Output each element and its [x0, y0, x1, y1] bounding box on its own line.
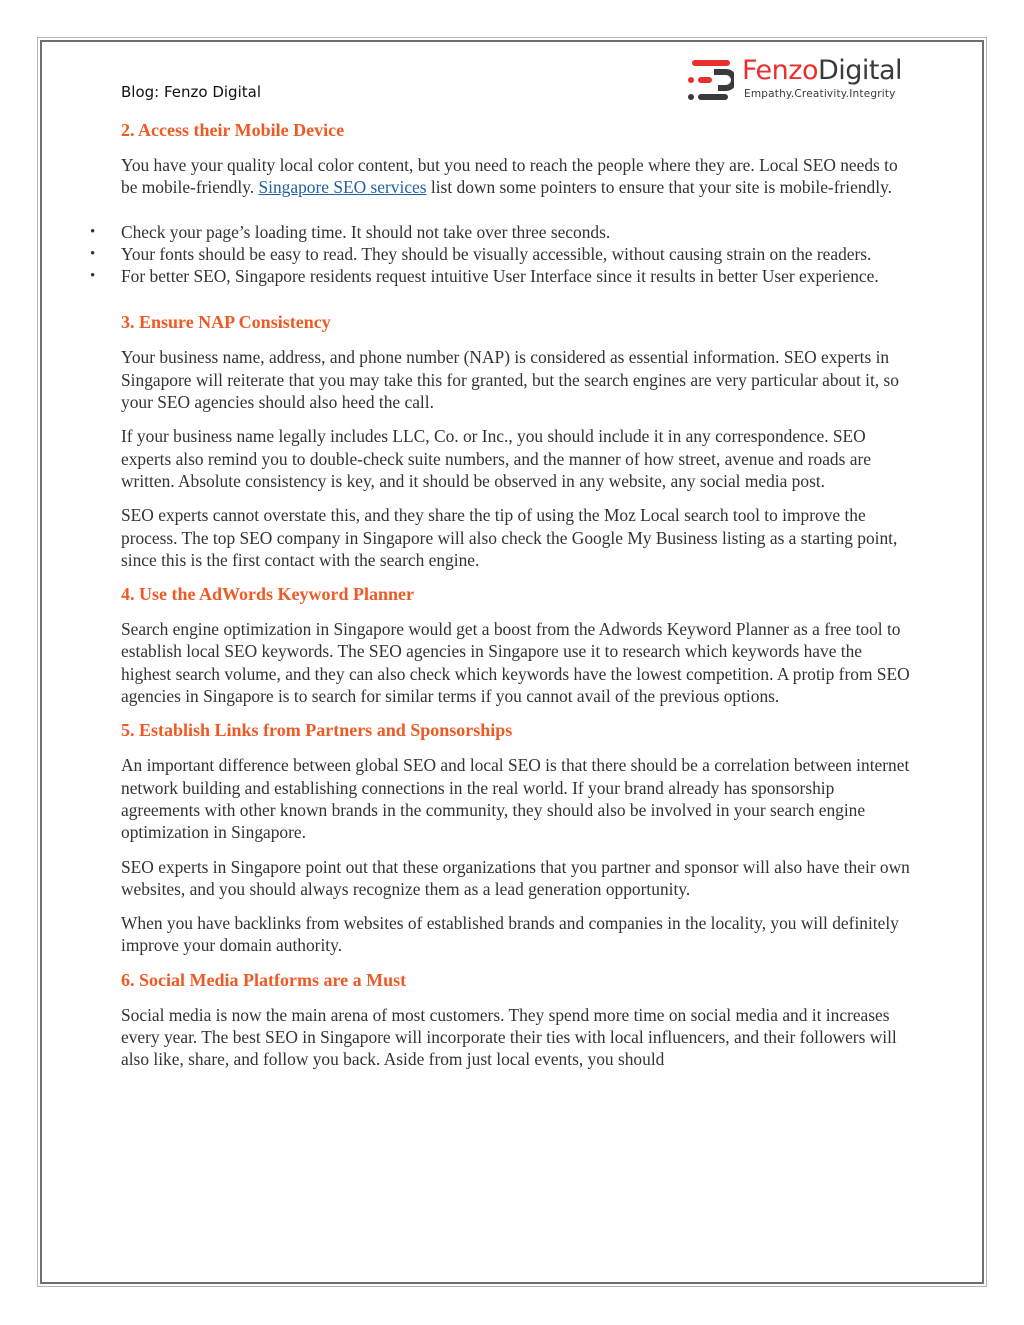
- article-content: [121, 119, 911, 1083]
- section-heading-social: 6. Social Media Platforms are a Must: [121, 969, 407, 990]
- section-heading-nap: 3. Ensure NAP Consistency: [121, 312, 331, 333]
- logo-name-part2: Digital: [817, 55, 903, 86]
- list-item: • Check your page’s loading time. It should not take over three seconds.: [90, 221, 911, 243]
- fenzo-digital-logo: [688, 55, 903, 102]
- logo-tagline: Empathy.Creativity.Integrity: [744, 88, 896, 100]
- paragraph-text: You have your quality local color content, but you need to reach the people where they are. Local SEO needs to be mobile-friendly.: [121, 155, 898, 198]
- paragraph: Search engine optimization in Singapore would get a boost from the Adwords Keyword Planner as a free tool to establish local SEO keywords. The SEO agencies in Singapore use it to research which keywords have the highest search volume, and they can also check which keywords have the lowest competition. A protip from SEO agencies in Singapore is to search for similar terms if you cannot avail of the previous options.: [121, 619, 910, 707]
- paragraph: If your business name legally includes LLC, Co. or Inc., you should include it in any correspondence. SEO experts also remind you to double-check suite numbers, and the manner of how street, avenue and roads are written. Absolute consistency is key, and it should be observed in any website, any social media post.: [121, 426, 871, 491]
- paragraph: SEO experts in Singapore point out that these organizations that you partner and sponsor will also have their own websites, and you should always recognize them as a lead generation opportunity.: [121, 856, 910, 899]
- section-heading-adwords: 4. Use the AdWords Keyword Planner: [121, 584, 415, 605]
- logo-wordmark: [742, 54, 902, 88]
- bullet-list: [90, 221, 911, 288]
- fenzo-logo-icon: [688, 58, 734, 102]
- paragraph: Social media is now the main arena of most customers. They spend more time on social media and it increases every year. The best SEO in Singapore will incorporate their ties with local influencers, and their followers will also like, share, and follow you back. Aside from just local events, you should: [121, 1004, 897, 1070]
- list-item: • For better SEO, Singapore residents request intuitive User Interface since it results in better User experience.: [90, 265, 911, 287]
- paragraph: SEO experts cannot overstate this, and they share the tip of using the Moz Local search tool to improve the process. The top SEO company in Singapore will also check the Google My Business listing as a starting point, since this is the first contact with the search engine.: [121, 505, 898, 570]
- paragraph: Your business name, address, and phone number (NAP) is considered as essential information. SEO experts in Singapore will reiterate that you may take this for granted, but the search engines are very particular about it, so your SEO agencies should also heed the call.: [121, 347, 899, 413]
- paragraph: When you have backlinks from websites of established brands and companies in the locality, you will definitely improve your domain authority.: [121, 913, 899, 956]
- header-label: Blog: Fenzo Digital: [121, 83, 261, 101]
- section-heading-links: 5. Establish Links from Partners and Sponsorships: [121, 720, 513, 741]
- section-heading-mobile: 2. Access their Mobile Device: [121, 120, 345, 140]
- logo-name-part1: Fenzo: [742, 55, 818, 86]
- list-item: • Your fonts should be easy to read. They should be visually accessible, without causing strain on the readers.: [90, 243, 911, 265]
- singapore-seo-services-link[interactable]: Singapore SEO services: [258, 177, 427, 198]
- paragraph: An important difference between global SEO and local SEO is that there should be a correlation between internet network building and establishing connections in the real world. If your brand already has sponsorship agreements with other known brands in the community, they should also be involved in your search engine optimization in Singapore.: [121, 755, 910, 843]
- paragraph-text: list down some pointers to ensure that your site is mobile-friendly.: [426, 177, 892, 198]
- paragraph: [121, 154, 911, 199]
